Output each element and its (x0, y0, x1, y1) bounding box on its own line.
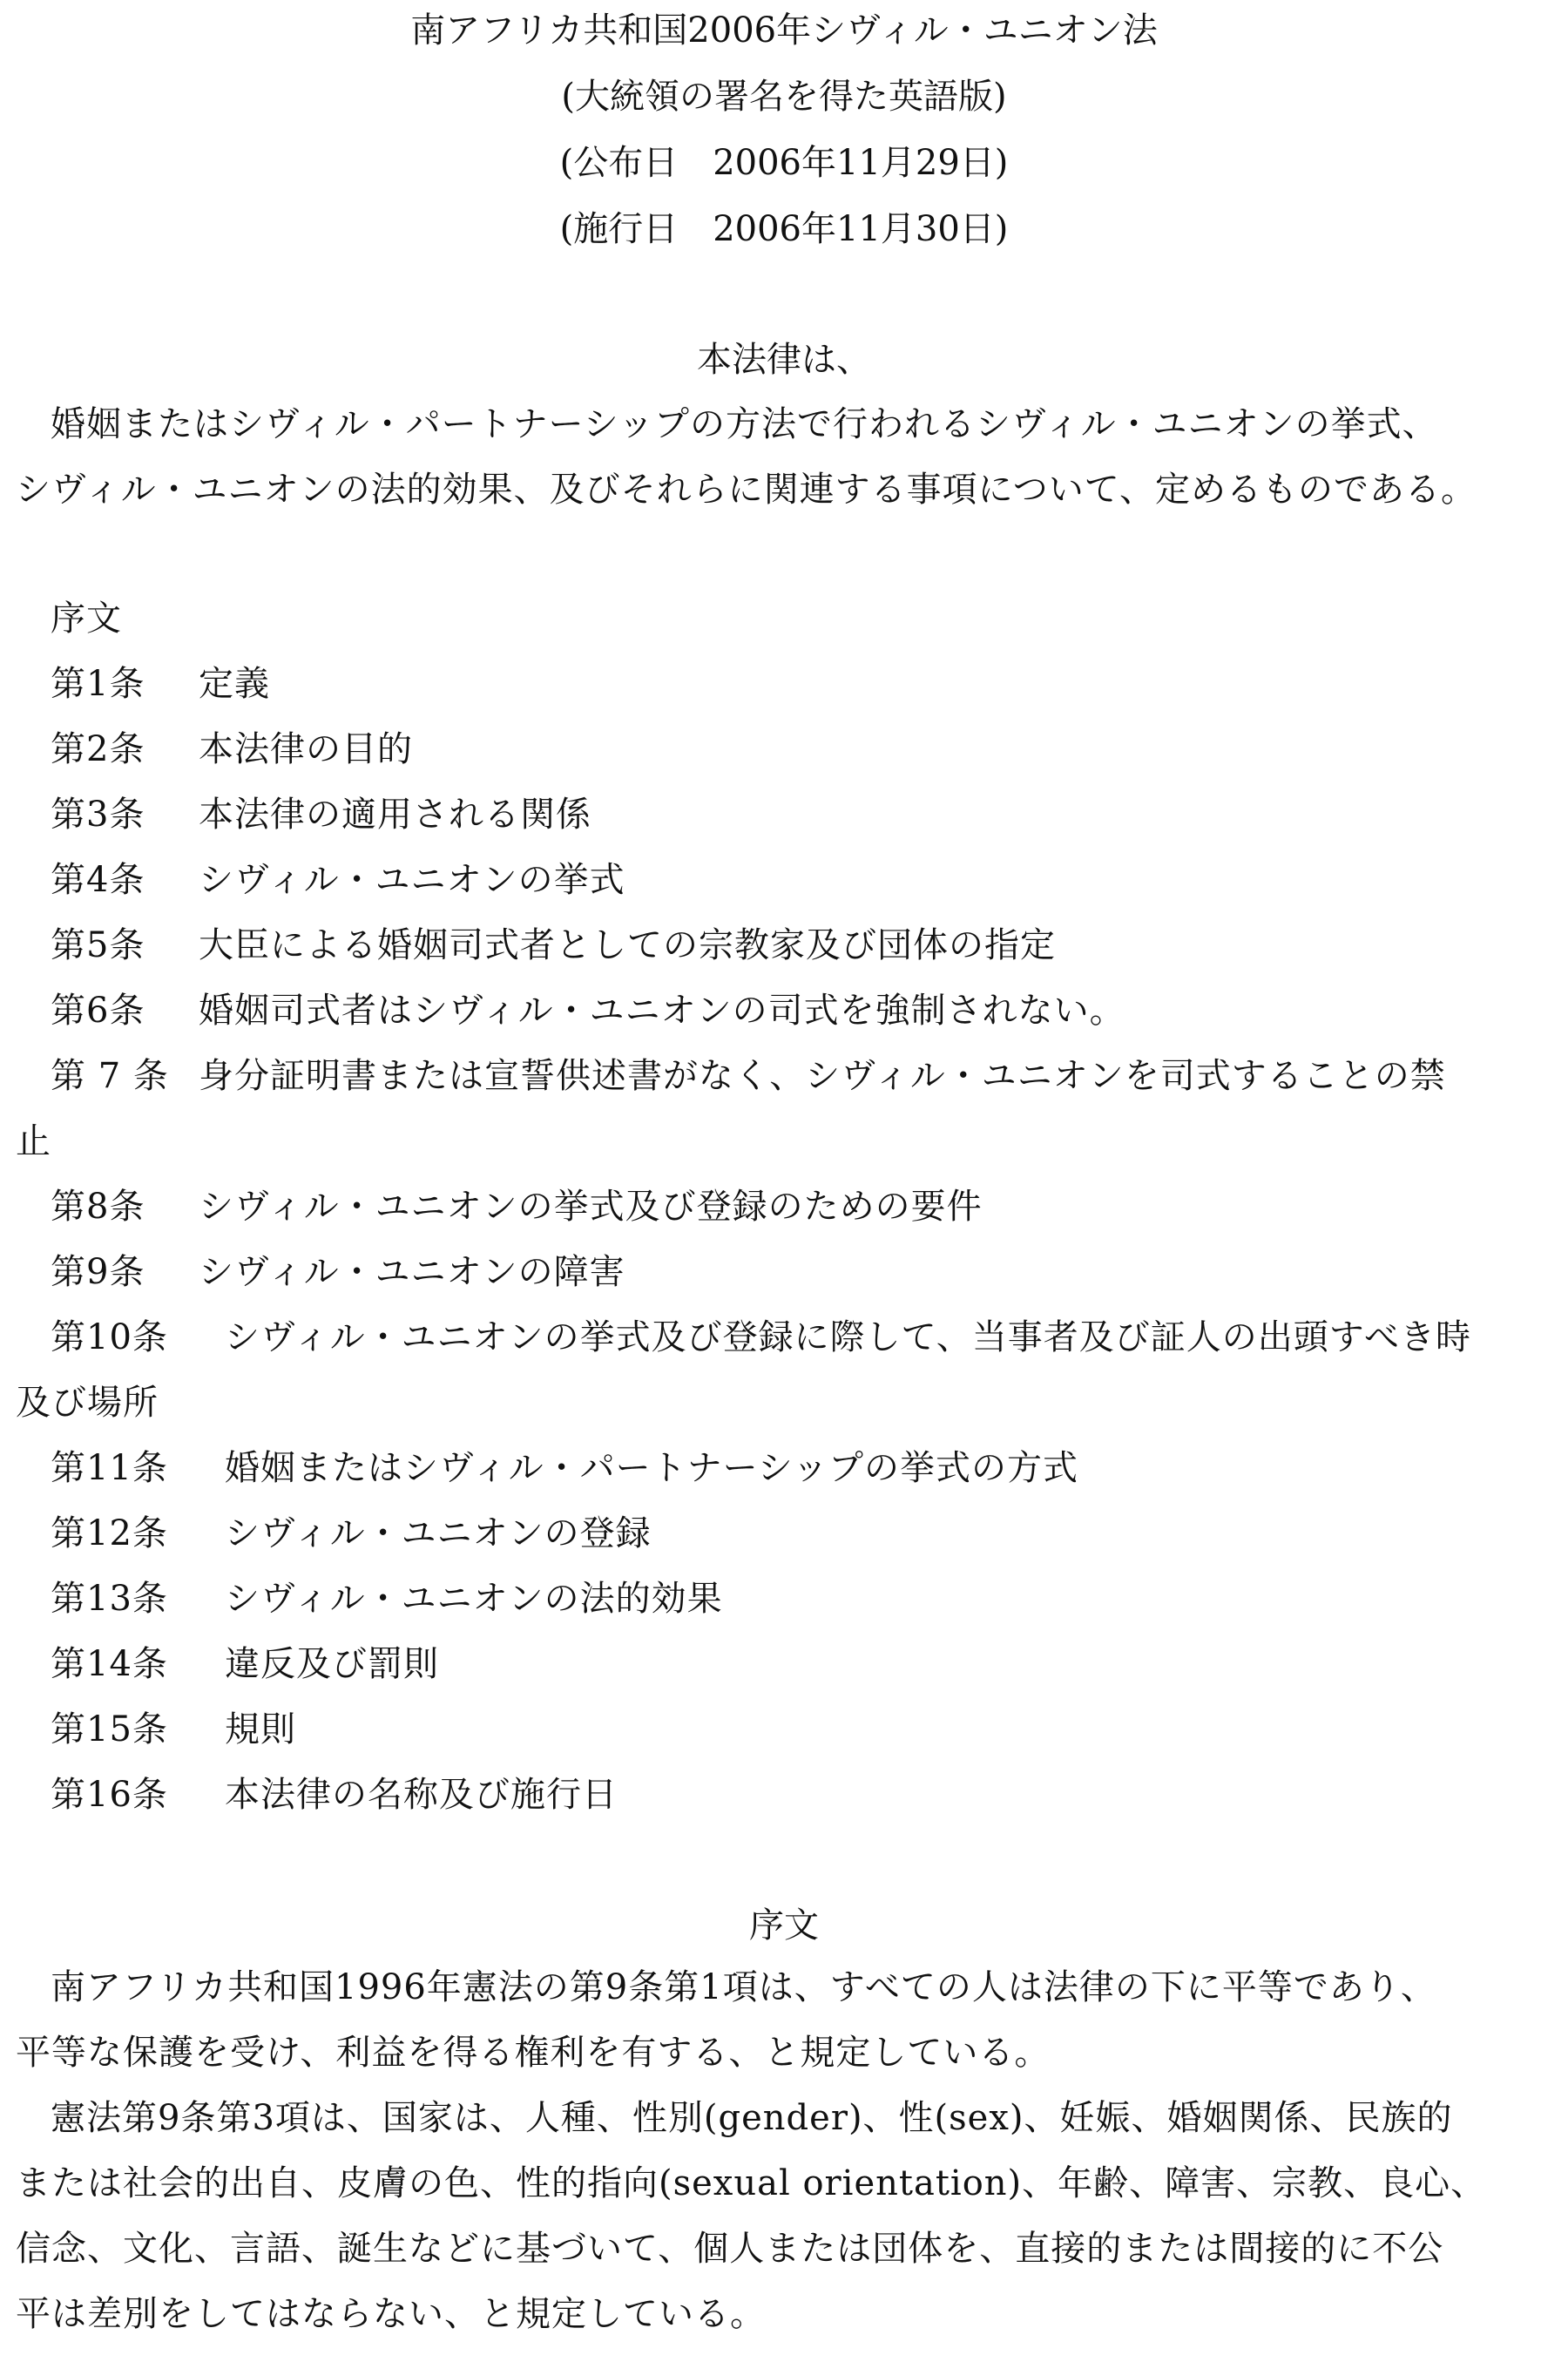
toc-item-title: 定義 (199, 664, 270, 704)
enforcement-date: (施行日 2006年11月30日) (559, 209, 1009, 249)
toc-item-number: 第3条 (51, 795, 145, 835)
document-title: 南アフリカ共和国2006年シヴィル・ユニオン法 (410, 10, 1158, 51)
toc-item (51, 1052, 1446, 1100)
toc-item-number: 第16条 (51, 1775, 168, 1815)
toc-item-title: シヴィル・ユニオンの挙式及び登録のための要件 (199, 1187, 983, 1227)
toc-item-number: 第9条 (51, 1252, 145, 1292)
toc-item (51, 1445, 1078, 1492)
toc-item-number: 第8条 (51, 1187, 145, 1227)
toc-item (51, 791, 591, 838)
toc-item-number: 第11条 (51, 1448, 168, 1488)
toc-item-number: 第2条 (51, 729, 145, 769)
toc-item-title: 婚姻またはシヴィル・パートナーシップの挙式の方式 (225, 1448, 1078, 1488)
toc-item-number: 第6条 (51, 991, 145, 1031)
toc-item-number: 第12条 (51, 1513, 168, 1553)
toc-item-title: 本法律の名称及び施行日 (225, 1775, 618, 1815)
preamble-p1-line-2: 平等な保護を受け、利益を得る権利を有する、と規定している。 (16, 2033, 1051, 2073)
toc-preamble: 序文 (51, 599, 122, 639)
preamble-paragraph-2 (16, 2086, 1558, 2347)
toc-item-number: 第1条 (51, 664, 145, 704)
promulgation-date: (公布日 2006年11月29日) (559, 143, 1009, 183)
toc-item-title: シヴィル・ユニオンの挙式及び登録に際して、当事者及び証人の出頭すべき時 (225, 1317, 1471, 1357)
intro-heading: 本法律は、 (697, 340, 871, 380)
toc-item (51, 1771, 618, 1818)
intro-line-1: 婚姻またはシヴィル・パートナーシップの方法で行われるシヴィル・ユニオンの挙式、 (51, 404, 1438, 444)
toc-item-title: シヴィル・ユニオンの挙式 (199, 860, 625, 900)
toc-item-title: 婚姻司式者はシヴィル・ユニオンの司式を強制されない。 (199, 991, 1125, 1031)
preamble-paragraph-1 (16, 1955, 1558, 2086)
toc-item-title: 違反及び罰則 (225, 1644, 439, 1684)
intro-paragraph (16, 392, 1558, 523)
toc-item (51, 726, 413, 773)
toc-item (51, 1183, 983, 1230)
toc-item-number: 第14条 (51, 1644, 168, 1684)
toc-item-title: 本法律の目的 (199, 729, 413, 769)
intro-line-2: シヴィル・ユニオンの法的効果、及びそれらに関連する事項について、定めるものである。 (16, 470, 1477, 510)
preamble-p2-line-3: 信念、文化、言語、誕生などに基づいて、個人または団体を、直接的または間接的に不公 (16, 2229, 1444, 2269)
toc-item-title: シヴィル・ユニオンの障害 (199, 1252, 625, 1292)
toc-item-continuation: 止 (16, 1121, 51, 1161)
preamble-p2-line-2: または社会的出自、皮膚の色、性的指向(sexual orientation)、年齢、障害、宗教、良心、 (16, 2163, 1487, 2203)
preamble-heading: 序文 (749, 1905, 819, 1946)
toc-item (51, 987, 1125, 1034)
toc-item-number: 第15条 (51, 1709, 168, 1750)
toc-item (51, 856, 625, 904)
toc-item (51, 922, 1056, 969)
toc-item (51, 1641, 439, 1688)
toc-item-title: 規則 (225, 1709, 296, 1750)
preamble-p2-line-4: 平は差別をしてはならない、と規定している。 (16, 2294, 766, 2334)
toc-item-title: 身分証明書または宣誓供述書がなく、シヴィル・ユニオンを司式することの禁 (199, 1056, 1446, 1096)
toc-item-number: 第 7 条 (51, 1056, 169, 1096)
toc-item-number: 第10条 (51, 1317, 168, 1357)
toc-item (51, 1575, 723, 1622)
toc-item (51, 1249, 625, 1296)
toc-item (51, 1510, 652, 1557)
toc-item-number: 第4条 (51, 860, 145, 900)
preamble-p1-line-1: 南アフリカ共和国1996年憲法の第9条第1項は、すべての人は法律の下に平等であり、 (51, 1967, 1436, 2007)
toc-item-title: 本法律の適用される関係 (199, 795, 591, 835)
toc-item (51, 1314, 1471, 1361)
version-note: (大統領の署名を得た英語版) (561, 77, 1007, 117)
toc-item-number: 第13条 (51, 1579, 168, 1619)
toc-item-title: シヴィル・ユニオンの登録 (225, 1513, 652, 1553)
toc-item-continuation: 及び場所 (16, 1383, 159, 1423)
toc-item-title: 大臣による婚姻司式者としての宗教家及び団体の指定 (199, 925, 1056, 965)
toc-item (51, 1706, 296, 1753)
toc-item-title: シヴィル・ユニオンの法的効果 (225, 1579, 723, 1619)
toc-item (51, 660, 270, 707)
preamble-p2-line-1: 憲法第9条第3項は、国家は、人種、性別(gender)、性(sex)、妊娠、婚姻関係、民族的 (51, 2098, 1453, 2138)
toc-item-number: 第5条 (51, 925, 145, 965)
